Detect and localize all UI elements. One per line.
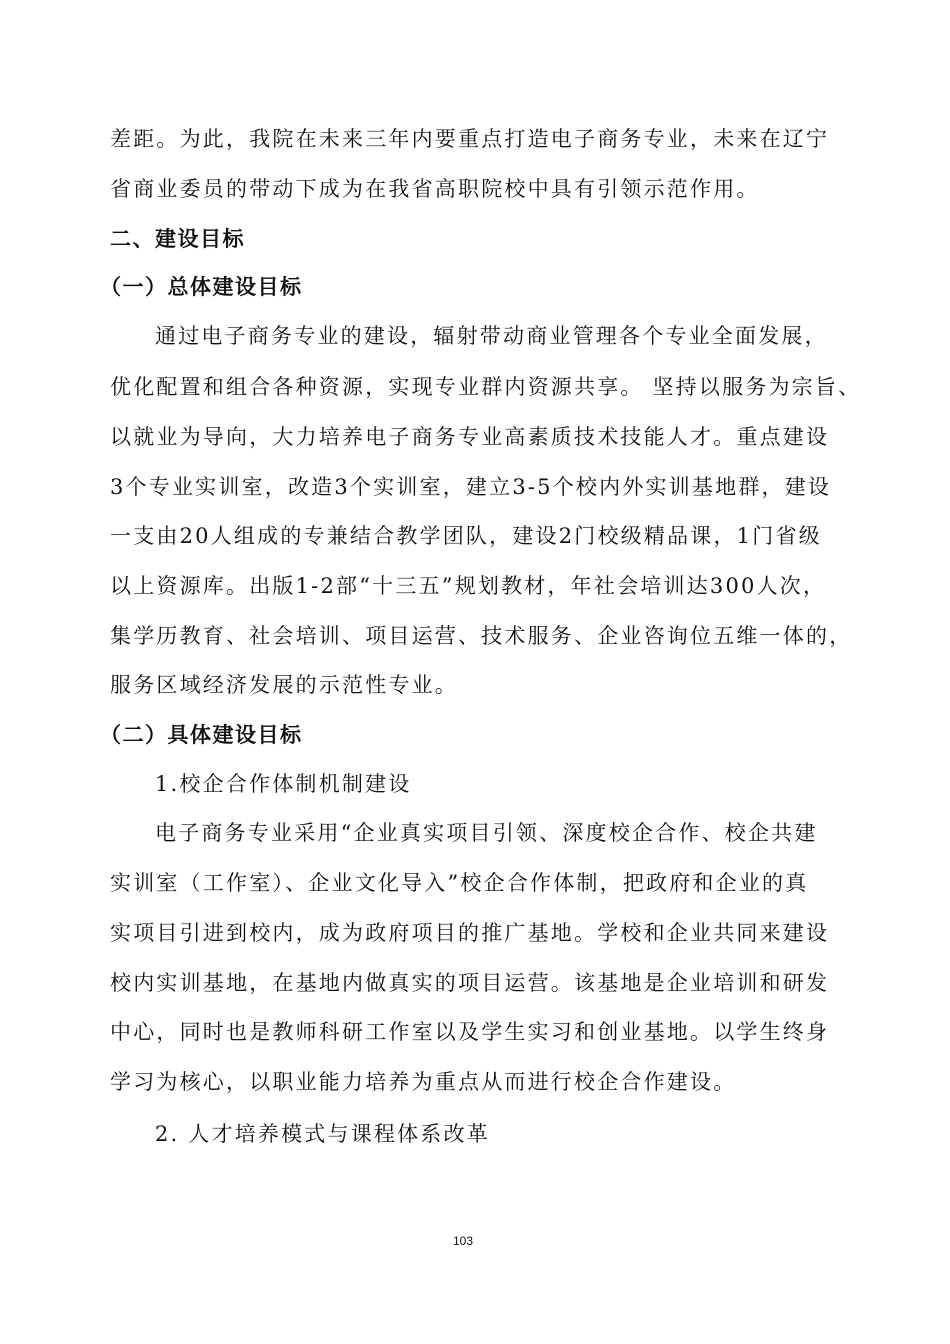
paragraph-line: 省商业委员的带动下成为在我省高职院校中具有引领示范作用。 [110, 177, 760, 201]
paragraph-line: 优化配置和组合各种资源，实现专业群内资源共享。 坚持以服务为宗旨、 [110, 375, 862, 399]
subsection-heading: （一）总体建设目标 [100, 275, 303, 299]
paragraph-line: 3个专业实训室，改造3个实训室，建立3-5个校内外实训基地群，建设 [110, 475, 832, 499]
paragraph-line: 学习为核心，以职业能力培养为重点从而进行校企合作建设。 [110, 1070, 737, 1094]
paragraph-line: 以就业为导向，大力培养电子商务专业高素质技术技能人才。重点建设 [110, 425, 830, 449]
paragraph-line: 通过电子商务专业的建设，辐射带动商业管理各个专业全面发展， [155, 324, 828, 348]
paragraph-line: 服务区域经济发展的示范性专业。 [110, 673, 458, 697]
paragraph-line: 集学历教育、社会培训、项目运营、技术服务、企业咨询位五维一体的， [110, 624, 853, 648]
list-item-heading: 1.校企合作体制机制建设 [155, 772, 412, 796]
paragraph-line: 校内实训基地，在基地内做真实的项目运营。该基地是企业培训和研发 [110, 971, 830, 995]
subsection-heading: （二）具体建设目标 [100, 723, 303, 747]
paragraph-line: 电子商务专业采用“企业真实项目引领、深度校企合作、校企共建 [155, 821, 818, 845]
paragraph-line: 实项目引进到校内，成为政府项目的推广基地。学校和企业共同来建设 [110, 921, 830, 945]
list-item-heading: 2. 人才培养模式与课程体系改革 [155, 1122, 490, 1146]
paragraph-line: 一支由20人组成的专兼结合教学团队，建设2门校级精品课，1门省级 [110, 524, 822, 548]
paragraph-line: 中心，同时也是教师科研工作室以及学生实习和创业基地。以学生终身 [110, 1020, 830, 1044]
section-heading: 二、建设目标 [110, 227, 245, 251]
paragraph-line: 以上资源库。出版1-2部“十三五”规划教材，年社会培训达300人次， [110, 574, 827, 598]
page-number: 103 [452, 1234, 474, 1248]
paragraph-line: 差距。为此，我院在未来三年内要重点打造电子商务专业，未来在辽宁 [110, 127, 830, 151]
paragraph-line: 实训室（工作室）、企业文化导入”校企合作体制，把政府和企业的真 [110, 871, 809, 895]
